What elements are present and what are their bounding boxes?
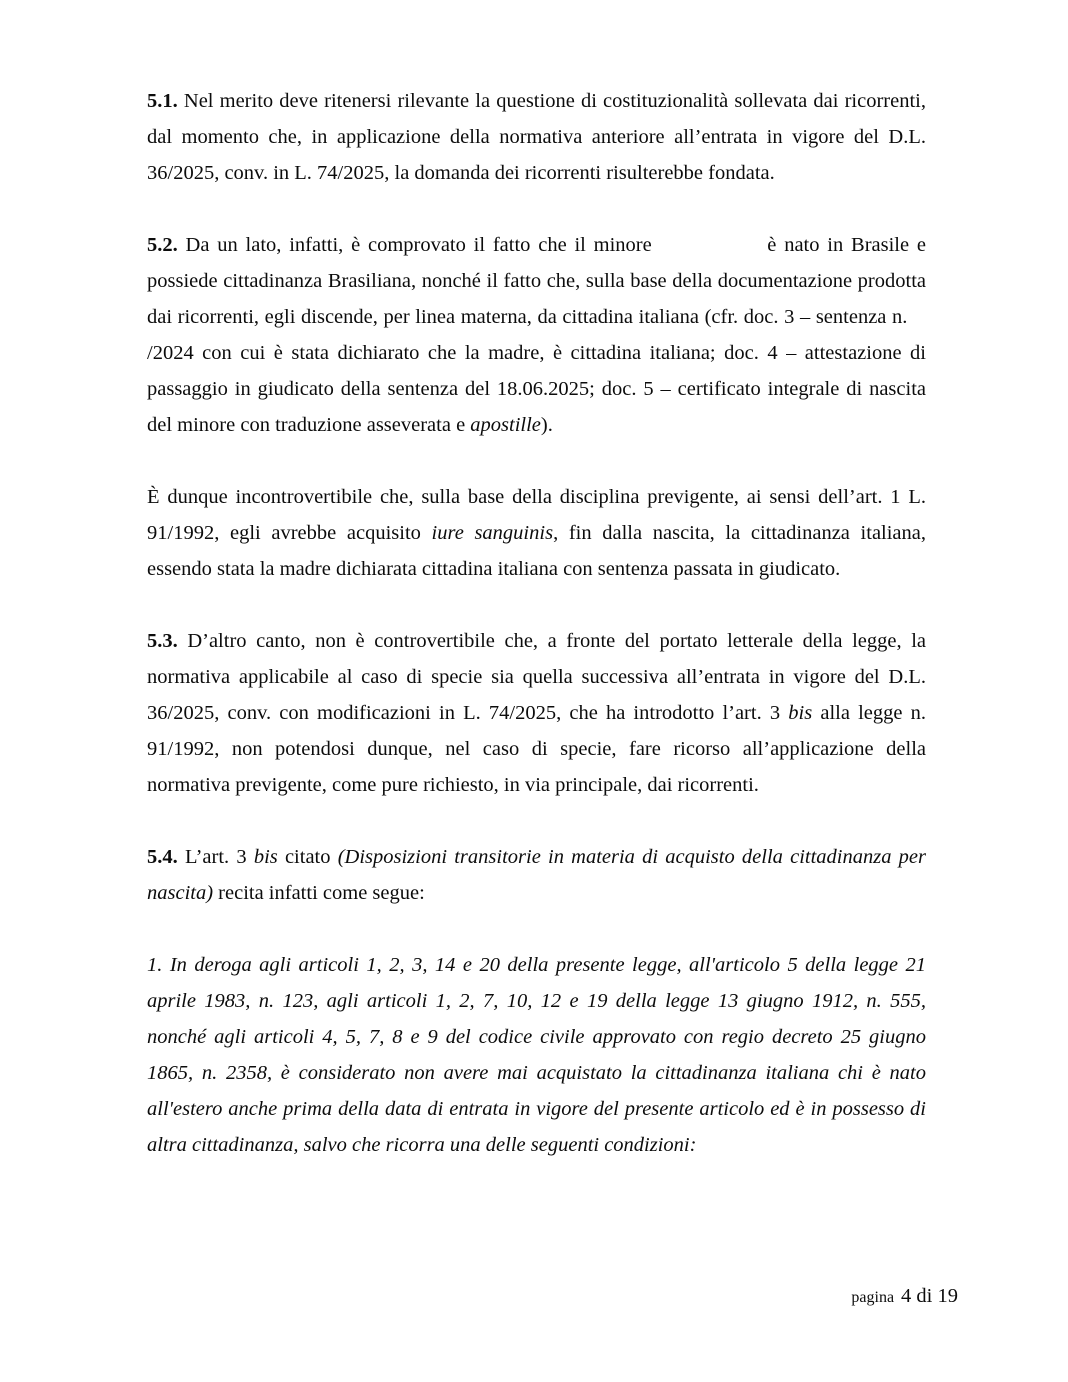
text-segment: D’altro canto, non è controvertibile che, a fronte del portato letterale della legge, la normativa applicabile al caso di specie sia quella successiva all’entrata in vigore del D.L. 36/2025, conv. con modificazioni in L. 74/2025, che ha introdotto l’art. 3 [147,630,926,724]
redaction-gap [660,249,760,251]
footer-page-number: 4 di 19 [901,1285,958,1307]
text-segment: 5.4. [147,846,178,868]
text-segment: alla legge n. 91/1992, non potendosi dunque, nel caso di specie, fare ricorso all’applicazione della normativa previgente, come pure richiesto, in via principale, dai ricorrenti. [147,702,926,796]
text-segment: bis [788,702,813,724]
paragraph-art-3bis-quote [147,947,926,1163]
text-segment: recita infatti come segue: [213,882,425,904]
text-segment: bis [253,846,278,868]
page-footer [0,1283,958,1311]
text-segment: ). [540,414,553,436]
paragraph-5-3 [147,623,926,803]
text-segment: 1. In deroga agli articoli 1, 2, 3, 14 e 20 della presente legge, all'articolo 5 della legge 21 aprile 1983, n. 123, agli articoli 1, 2, 7, 10, 12 e 19 della legge 13 giugno 1912, n. 555, nonché agli articoli 4, 5, 7, 8 e 9 del codice civile approvato con regio decreto 25 giugno 1865, n. 2358, è considerato non avere mai acquistato la cittadinanza italiana chi è nato all'estero anche prima della data di entrata in vigore del presente articolo ed è in possesso di altra cittadinanza, salvo che ricorra una delle seguenti condizioni: [147,954,926,1156]
text-segment: iure sanguinis [431,522,554,544]
text-segment: (Disposizioni transitorie in materia di acquisto della cittadinanza per nascita) [147,846,926,904]
text-segment: è nato in Brasile e possiede cittadinanza Brasiliana, nonché il fatto che, sulla base della documentazione prodotta dai ricorrenti, egli discende, per linea materna, da cittadina italiana (cfr. doc. 3 – sentenza n. [147,234,926,328]
text-segment: 5.2. [147,234,178,256]
text-segment: 5.1. [147,90,178,112]
footer-page-label: pagina [851,1289,895,1306]
paragraph-5-2 [147,227,926,443]
document-body [147,83,926,1199]
text-segment: citato [277,846,338,868]
text-segment: , fin dalla nascita, la cittadinanza italiana, essendo stata la madre dichiarata cittadina italiana con sentenza passata in giudicato. [147,522,927,580]
text-segment: Da un lato, infatti, è comprovato il fatto che il minore [177,234,660,256]
text-segment: /2024 con cui è stata dichiarato che la madre, è cittadina italiana; doc. 4 – attestazione di passaggio in giudicato della sentenza del 18.06.2025; doc. 5 – certificato integrale di nascita del minore con traduzione asseverata e [147,342,926,436]
text-segment: 5.3. [147,630,178,652]
text-segment: Nel merito deve ritenersi rilevante la questione di costituzionalità sollevata dai ricorrenti, dal momento che, in applicazione della normativa anteriore all’entrata in vigore del D.L. 36/2025, conv. in L. 74/2025, la domanda dei ricorrenti risulterebbe fondata. [147,90,926,184]
text-segment: È dunque incontrovertibile che, sulla base della disciplina previgente, ai sensi dell’art. 1 L. 91/1992, egli avrebbe acquisito [147,486,926,544]
text-segment: L’art. 3 [177,846,254,868]
text-segment: apostille [470,414,541,436]
paragraph-5-4 [147,839,926,911]
redaction-gap [913,321,926,323]
paragraph-iure-sanguinis [147,479,926,587]
paragraph-5-1 [147,83,926,191]
